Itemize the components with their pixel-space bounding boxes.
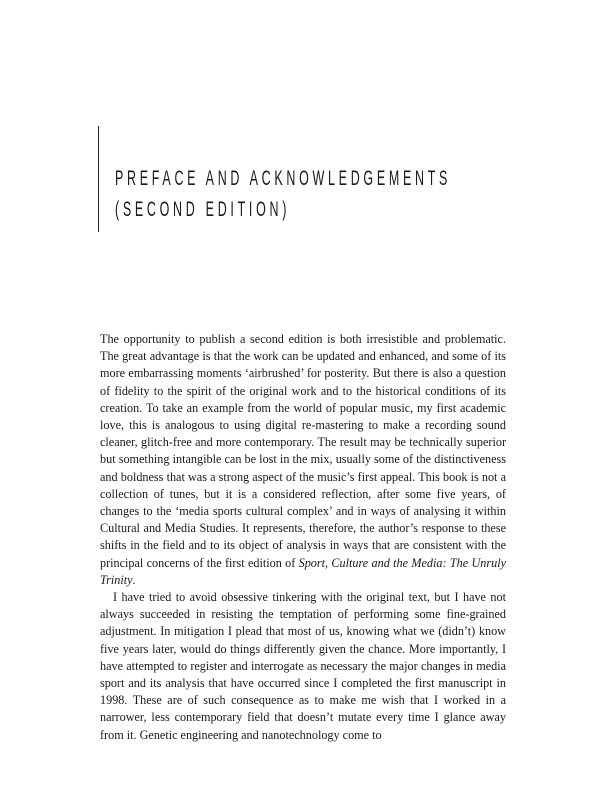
body-text: [100, 331, 506, 744]
book-title: Sport, Culture and the Media: The Unruly Trinity: [100, 555, 506, 587]
chapter-title-line-2: (SECOND EDITION): [115, 197, 291, 221]
paragraph-1: [100, 331, 506, 589]
chapter-title-line-1: PREFACE AND ACKNOWLEDGEMENTS: [115, 166, 452, 190]
heading-vertical-rule: [98, 126, 99, 232]
chapter-title: [115, 163, 451, 225]
paragraph-2: I have tried to avoid obsessive tinkering with the original text, but I have not always succeeded in resisting the temptation of performing some fine-grained adjustment. In mitigation I plead that most of us, knowing what we (didn’t) know five years later, would do things differently given the chance. More importantly, I have attempted to register and interrogate as necessary the major changes in media sport and its analysis that have occurred since I completed the first manuscript in 1998. These are of such consequence as to make me wish that I worked in a narrower, less contemporary field that doesn’t mutate every time I glance away from it. Genetic engineering and nanotechnology come to: [100, 590, 506, 742]
paragraph-1-end: .: [132, 572, 136, 587]
paragraph-1-text: The opportunity to publish a second edition is both irresistible and problematic. The great advantage is that the work can be updated and enhanced, and some of its more embarrassing moments ‘airbrushed’ for posterity. But there is also a question of fidelity to the spirit of the original work and to the historical conditions of its creation. To take an example from the world of popular music, my first academic love, this is analogous to using digital re-mastering to make a recording sound cleaner, glitch-free and more contemporary. The result may be technically superior but something intangible can be lost in the mix, usually some of the distinctiveness and boldness that was a strong aspect of the music’s first appeal. This book is not a collection of tunes, but it is a considered reflection, after some five years, of changes to the ‘media sports cultural complex’ and in ways of analysing it within Cultural and Media Studies. It represents, therefore, the author’s response to these shifts in the field and to its object of analysis in ways that are consistent with the principal concerns of the first edition of: [100, 332, 506, 570]
